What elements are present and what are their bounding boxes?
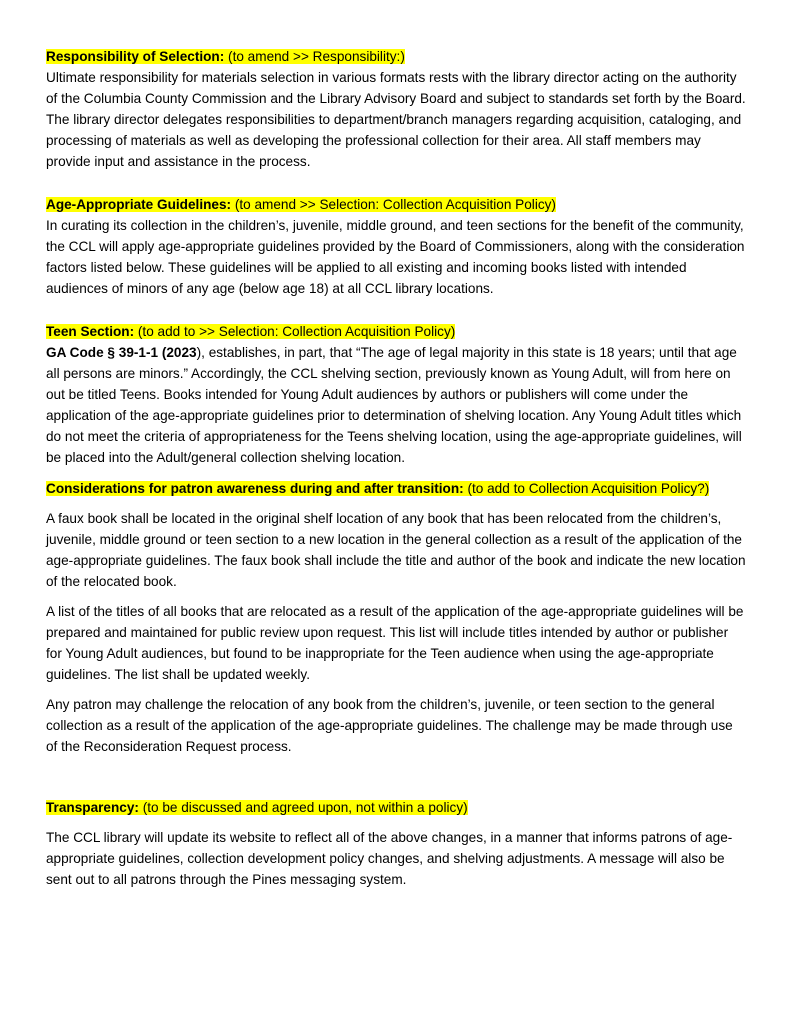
considerations-highlight xyxy=(46,481,709,496)
age-appropriate-heading xyxy=(46,194,746,215)
teen-body-text: ), establishes, in part, that “The age of legal majority in this state is 18 years; until that age all persons are minors.” Accordingly, the CCL shelving section, previously known as Young Adult, will from here on out be titled Teens. Books intended for Young Adult audiences by authors or publishers will come under the application of the age-appropriate guidelines prior to determination of shelving location. Any Young Adult titles which do not meet the criteria of appropriateness for the Teens shelving location, using the age-appropriate guidelines, will be placed into the Adult/general collection shelving location. xyxy=(46,345,742,465)
age-appropriate-highlight xyxy=(46,197,556,212)
considerations-title: Considerations for patron awareness during and after transition: xyxy=(46,481,464,496)
considerations-paragraph-faux-book: A faux book shall be located in the original shelf location of any book that has been relocated from the children’s, juvenile, middle ground or teen section to a new location in the general collection as a result of the application of the age-appropriate guidelines. The faux book shall include the title and author of the book and indicate the new location of the relocated book. xyxy=(46,511,746,589)
responsibility-note: (to amend >> Responsibility:) xyxy=(224,49,405,64)
considerations-paragraph-challenge: Any patron may challenge the relocation of any book from the children’s, juvenile, or teen section to the general collection as a result of the application of the age-appropriate guidelines. The challenge may be made through use of the Reconsideration Request process. xyxy=(46,697,733,754)
responsibility-title: Responsibility of Selection: xyxy=(46,49,225,64)
age-appropriate-title: Age-Appropriate Guidelines: xyxy=(46,197,232,212)
responsibility-heading xyxy=(46,46,746,67)
considerations-note: (to add to Collection Acquisition Policy?) xyxy=(463,481,710,496)
transparency-heading xyxy=(46,797,746,818)
document-page xyxy=(46,46,746,890)
transparency-note: (to be discussed and agreed upon, not within a policy) xyxy=(138,800,468,815)
transparency-highlight xyxy=(46,800,468,815)
teen-heading xyxy=(46,321,746,342)
age-appropriate-note: (to amend >> Selection: Collection Acquisition Policy) xyxy=(231,197,556,212)
ga-code-reference: GA Code § 39-1-1 (2023 xyxy=(46,345,197,360)
teen-note: (to add to >> Selection: Collection Acquisition Policy) xyxy=(134,324,456,339)
considerations-paragraph-list: A list of the titles of all books that are relocated as a result of the application of the age-appropriate guidelines will be prepared and maintained for public review upon request. This list will include titles intended by author or publisher for Young Adult audiences, but found to be inappropriate for the Teen audience when using the age-appropriate guidelines. The list shall be updated weekly. xyxy=(46,604,744,682)
age-appropriate-body: In curating its collection in the children’s, juvenile, middle ground, and teen sections for the benefit of the community, the CCL will apply age-appropriate guidelines provided by the Board of Commissioners, along with the consideration factors listed below. These guidelines will be applied to all existing and incoming books listed with intended audiences of minors of any age (below age 18) at all CCL library locations. xyxy=(46,218,745,296)
transparency-title: Transparency: xyxy=(46,800,139,815)
teen-highlight xyxy=(46,324,455,339)
transparency-body: The CCL library will update its website to reflect all of the above changes, in a manner that informs patrons of age-appropriate guidelines, collection development policy changes, and shelving adjustments. A message will also be sent out to all patrons through the Pines messaging system. xyxy=(46,830,733,887)
considerations-heading xyxy=(46,478,746,499)
teen-title: Teen Section: xyxy=(46,324,135,339)
responsibility-highlight xyxy=(46,49,405,64)
teen-body xyxy=(46,342,746,468)
responsibility-body: Ultimate responsibility for materials selection in various formats rests with the library director acting on the authority of the Columbia County Commission and the Library Advisory Board and subject to standards set forth by the Board. The library director delegates responsibilities to department/branch managers regarding acquisition, cataloging, and processing of materials as well as developing the professional collection for their area. All staff members may provide input and assistance in the process. xyxy=(46,70,746,169)
